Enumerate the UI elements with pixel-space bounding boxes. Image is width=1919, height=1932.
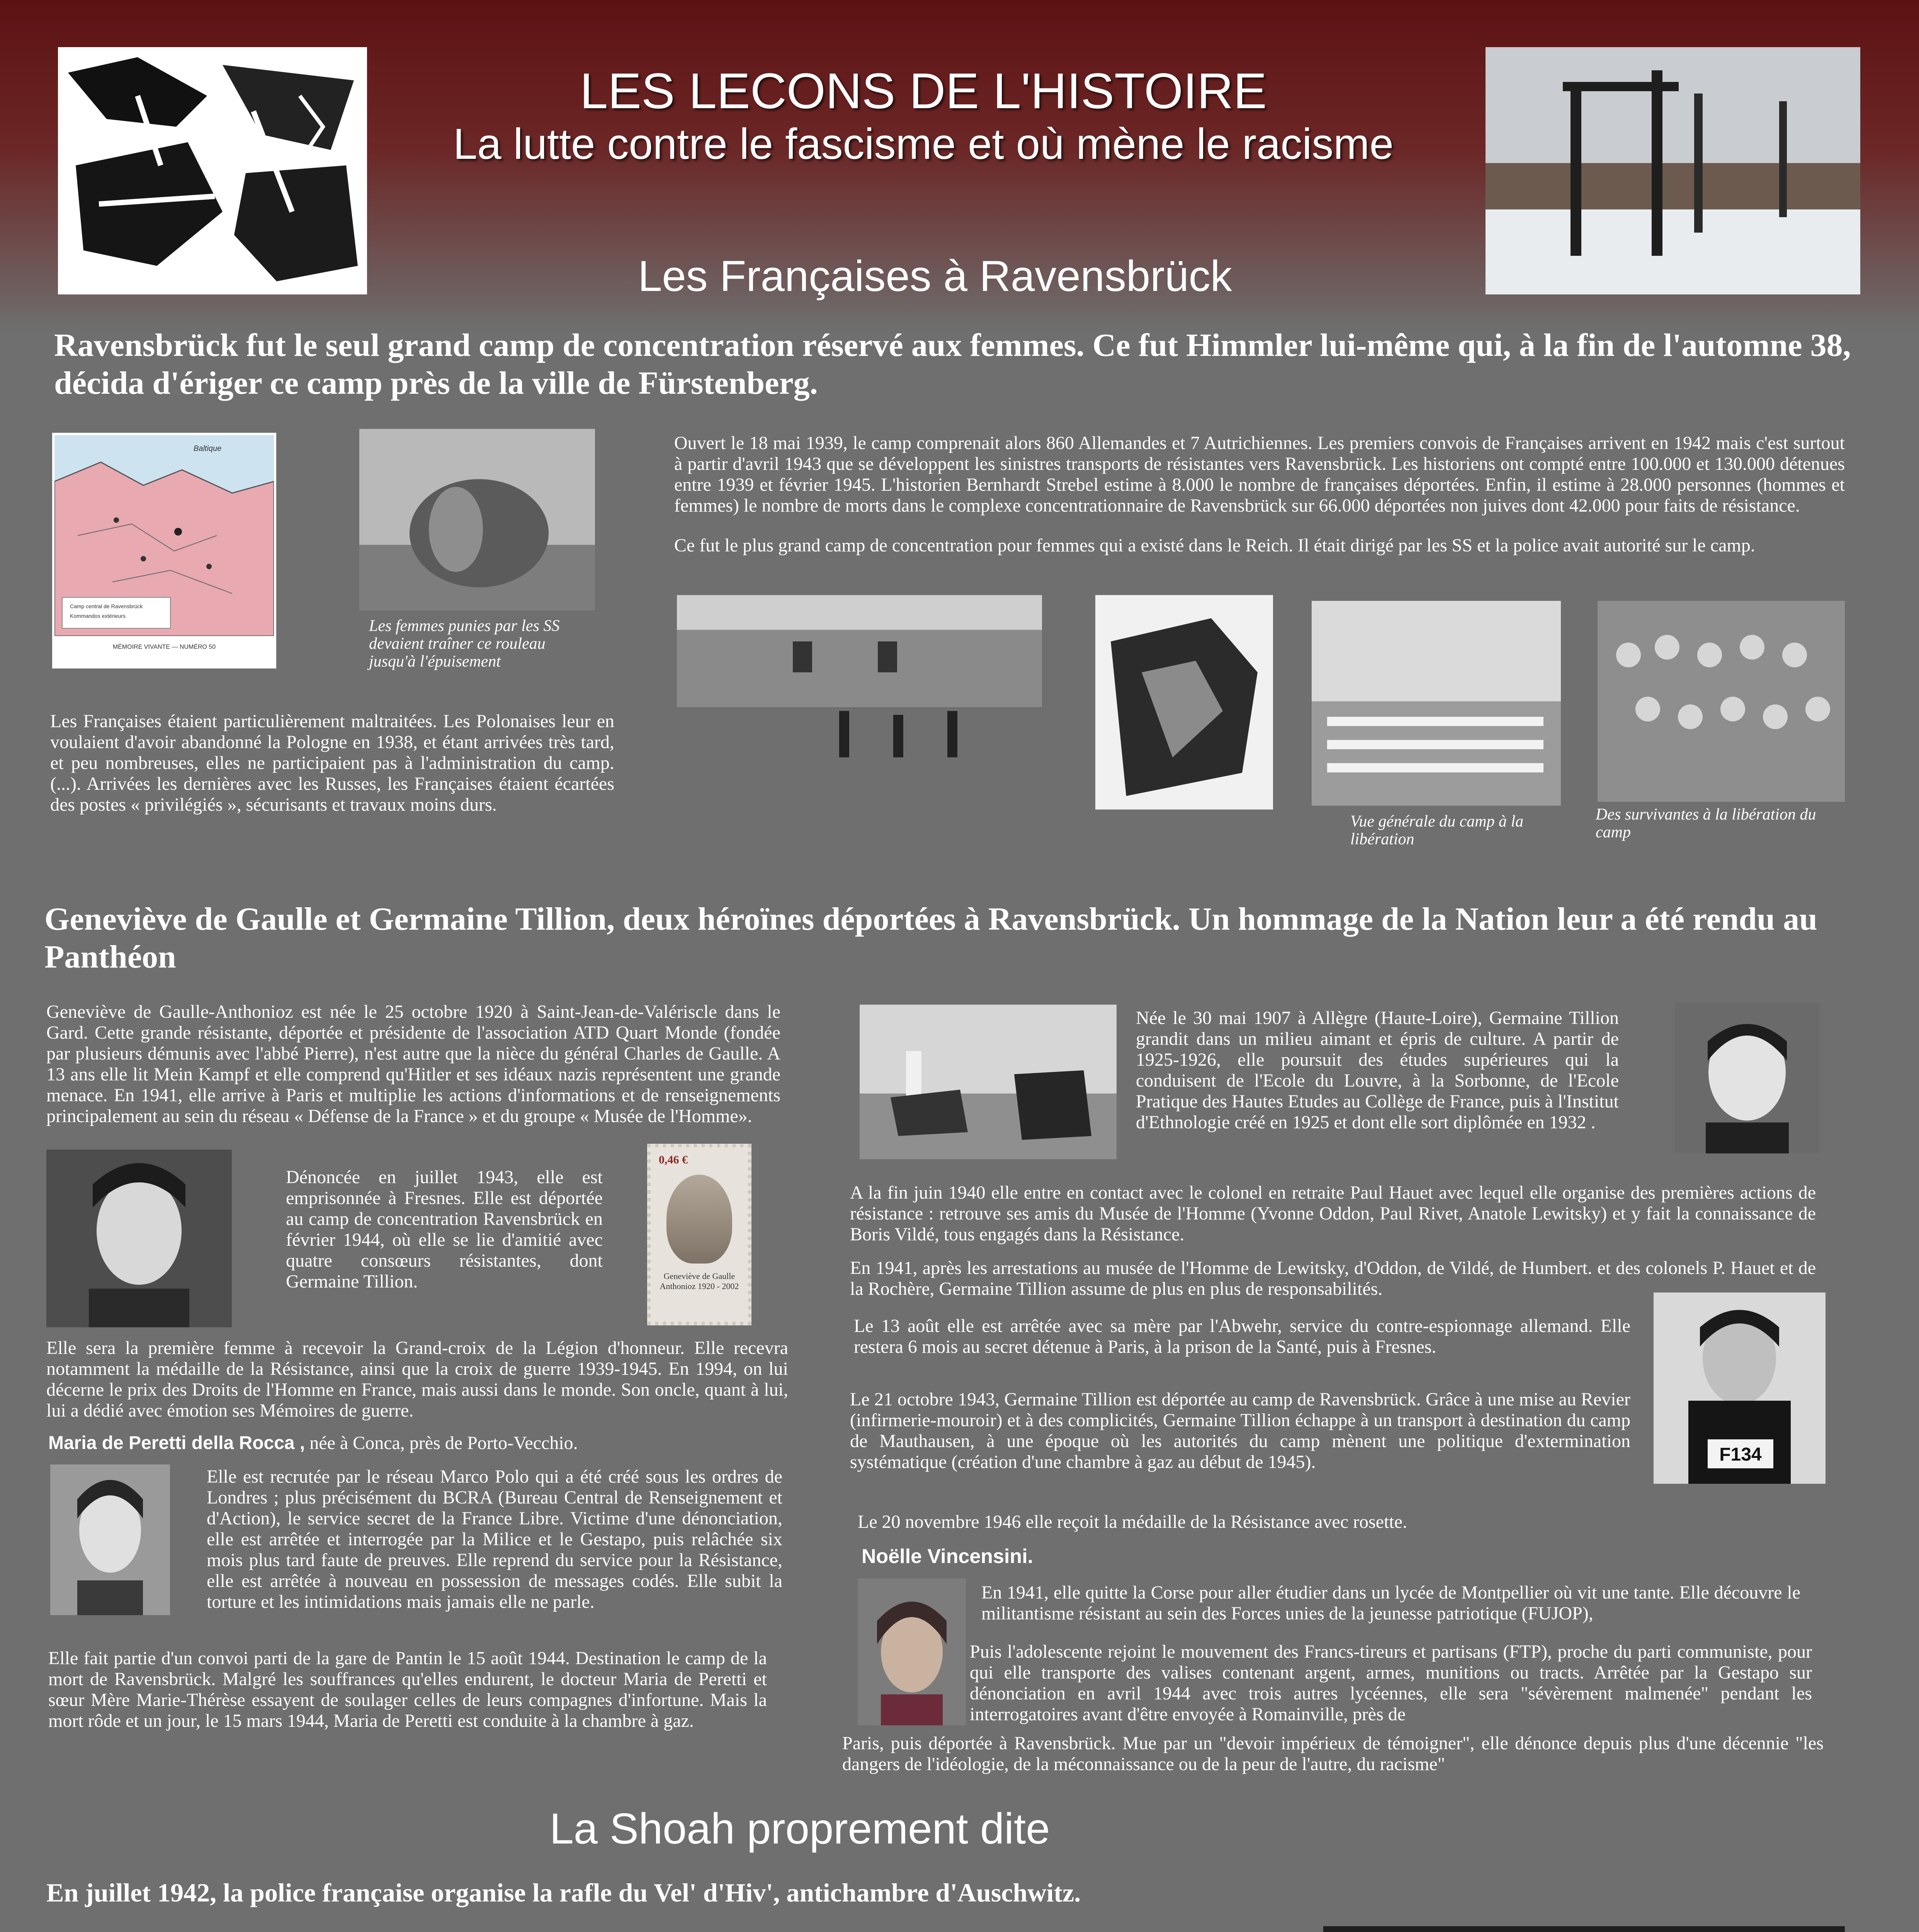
tillion-ethnology-photo <box>860 1005 1117 1159</box>
camp-general-view-photo <box>1312 601 1561 806</box>
workers-drawing <box>677 595 1042 813</box>
woodcut-drawing <box>60 49 365 292</box>
vincensini-testimony-text: Paris, puis déportée à Ravensbrück. Mue par un "devoir impérieux de témoigner", elle dénonce depuis plus d'une décennie "les dangers de l'idéologie, de la méconnaissance ou de la peur de l'autre, du racisme" <box>842 1733 1824 1774</box>
peretti-portrait-drawing <box>50 1464 170 1615</box>
gdg-portrait-drawing <box>46 1150 232 1327</box>
tillion-field-drawing <box>860 1005 1117 1159</box>
roller-drawing <box>359 429 595 611</box>
ravensbruck-map <box>52 433 276 668</box>
gdg-arrest-text: Dénoncée en juillet 1943, elle est emprisonnée à Fresnes. Elle est déportée au camp de concentration Ravensbrück en février 1944, où elle se lie d'amitié avec quatre consœurs résistantes, dont Germaine Tillion. <box>286 1167 603 1292</box>
stamp-value: 0,46 € <box>659 1153 688 1166</box>
tillion-portrait-drawing <box>1675 1003 1820 1153</box>
section-title-ravensbruck: Les Françaises à Ravensbrück <box>638 252 1232 300</box>
maria-peretti-portrait <box>50 1464 170 1615</box>
prisoners-drawing <box>1095 595 1273 810</box>
french-prisoners-text: Les Françaises étaient particulièrement maltraitées. Les Polonaises leur en voulaient d'avoir abandonné la Pologne en 1938, et étant arrivées très tard, et peu nombreuses, elles ne participaient pas à l'administration du camp. (...). Arrivées les dernières avec les Russes, les Françaises étaient écartées des postes « privilégiés », sécurisants et travaux moins durs. <box>50 711 614 815</box>
tillion-deportation-text: Le 21 octobre 1943, Germaine Tillion est déportée au camp de Ravensbrück. Grâce à une mise au Revier (infirmerie-mouroir) et à des complicités, Germaine Tillion échappe à un transport à destination du camp de Mauthausen, à une époque où les autorités du camp mènent une politique d'extermination systématique (création d'une chambre à gaz au début de 1945). <box>850 1389 1630 1472</box>
map-sea-label: Baltique <box>194 444 222 453</box>
stamp-portrait <box>666 1175 732 1264</box>
camp-gate-drawing <box>1486 47 1860 294</box>
poster-subtitle: La lutte contre le fascisme et où mène le racisme <box>453 120 1394 168</box>
genevieve-de-gaulle-portrait <box>46 1150 232 1327</box>
survivors-caption: Des survivantes à la libération du camp <box>1596 806 1816 841</box>
vincensini-studies-text: En 1941, elle quitte la Corse pour aller étudier dans un lycée de Montpellier où vit une tante. Elle découvre le militantisme résistant au sein des Forces unies de la jeunesse patriotique (FUJOP), <box>981 1582 1800 1624</box>
maria-peretti-text: Elle est recrutée par le réseau Marco Polo qui a été créé sous les ordres de Londres ; plus précisément du BCRA (Bureau Central de Renseignement et d'Action), le service secret de la France Libre. Victime d'une dénonciation, elle est arrêtée et interrogée par la Milice et le Gestapo, puis relâchée six mois plus tard faute de preuves. Elle reprend du service pour la Résistance, elle est arrêtée à nouveau en possession de messages codés. Elle subit la torture et les intimidations mais jamais elle ne parle. <box>207 1466 782 1612</box>
map-source: MÉMOIRE VIVANTE — NUMÉRO 50 <box>112 644 216 650</box>
ravensbruck-opening-text: Ouvert le 18 mai 1939, le camp comprenait alors 860 Allemandes et 7 Autrichiennes. Les premiers convois de Françaises arrivent en 1942 mais c'est surtout à partir d'avril 1943 que se développent les sinistres transports de résistantes vers Ravensbrück. Les historiens ont compté entre 100.000 et 130.000 détenues entre 1939 et février 1945. L'historien Bernhardt Strebel estime à 8.000 le nombre de françaises déportées. Enfin, il estime à 28.000 personnes (hommes et femmes) le nombre de morts dans le complexe concentrationnaire de Ravensbrück sur 66.000 déportées non juives dont 42.000 pour faits de résistance. <box>674 433 1845 516</box>
velhiv-stadium-drawing <box>1323 1926 1845 1932</box>
maria-peretti-name: Maria de Peretti della Rocca , <box>48 1433 305 1453</box>
heroines-title: Geneviève de Gaulle et Germaine Tillion, deux héroïnes déportées à Ravensbrück. Un hommage de la Nation leur a été rendu au Panthéon <box>44 901 1817 975</box>
poster-title: LES LECONS DE L'HISTOIRE <box>580 63 1267 119</box>
tillion-medal-text: Le 20 novembre 1946 elle reçoit la médaille de la Résistance avec rosette. <box>858 1512 1407 1532</box>
ravensbruck-lead: Ravensbrück fut le seul grand camp de concentration réservé aux femmes. Ce fut Himmler lui-même qui, à la fin de l'automne 38, décida d'ériger ce camp près de la ville de Fürstenberg. <box>54 327 1851 401</box>
tillion-bio-text: Née le 30 mai 1907 à Allègre (Haute-Loire), Germaine Tillion grandit dans un milieu aimant et épris de culture. A partir de 1925-1926, elle poursuit des études supérieures qui la conduisent de l'Ecole du Louvre, à la Sorbonne, de l'Ecole Pratique des Hautes Etudes au Collège de France, puis à l'Institut d'Ethnologie créé en 1925 et dont elle sort diplômée en 1932 . <box>1136 1008 1619 1133</box>
map-legend-1: Camp central de Ravensbrück <box>70 603 143 609</box>
noelle-vincensini-portrait <box>858 1578 966 1725</box>
survivors-drawing <box>1598 601 1845 802</box>
woodcut-illustration <box>58 47 367 294</box>
tillion-responsibilities-text: En 1941, après les arrestations au musée de l'Homme de Lewitsky, d'Oddon, de Vildé, de Humbert. et des colonels P. Hauet et de la Rochère, Germaine Tillion assume de plus en plus de responsabilités. <box>850 1258 1816 1299</box>
stamp-text: Geneviève de Gaulle Anthonioz 1920 - 2002 <box>659 1271 739 1291</box>
camp-gate-photo <box>1486 47 1860 294</box>
shoah-lead: En juillet 1942, la police française organise la rafle du Vel' d'Hiv', antichambre d'Auschwitz. <box>46 1878 1081 1907</box>
ravensbruck-largest-camp-text: Ce fut le plus grand camp de concentration pour femmes qui a existé dans le Reich. Il était dirigé par les SS et la police avait autorité sur le camp. <box>674 535 1755 556</box>
maria-peretti-heading <box>48 1432 782 1455</box>
vincensini-ftp-text: Puis l'adolescente rejoint le mouvement des Francs-tireurs et partisans (FTP), proche du parti communiste, pour qui elle transporte des valises contenant argent, armes, munitions ou tracts. Arrêtée par la Gestapo sur dénonciation en avril 1944 avec trois autres lycéennes, elle sera "sévèrement malmenée" pendant les interrogatoires avant d'être envoyée à Romainville, près de <box>970 1641 1812 1725</box>
survivors-photo <box>1598 601 1845 802</box>
roller-photo <box>359 429 595 611</box>
section-title-shoah: La Shoah proprement dite <box>549 1804 1050 1853</box>
noelle-vincensini-name: Noëlle Vincensini. <box>862 1545 1033 1568</box>
velhiv-stadium-photo <box>1323 1926 1845 1932</box>
prisoners-drawing-photo <box>1095 595 1273 810</box>
map-legend-2: Kommandos extérieurs <box>70 613 126 619</box>
germaine-tillion-portrait <box>1675 1003 1820 1153</box>
roller-caption: Les femmes punies par les SS devaient traîner ce rouleau jusqu'à l'épuisement <box>369 617 560 670</box>
general-view-caption: Vue générale du camp à la libération <box>1350 813 1524 848</box>
maria-peretti-born: née à Conca, près de Porto-Vecchio. <box>305 1433 578 1453</box>
gdg-honours-text: Elle sera la première femme à recevoir la Grand-croix de la Légion d'honneur. Elle recevra notamment la médaille de la Résistance, ainsi que la croix de guerre 1939-1945. En 1994, on lui décerne le prix des Droits de l'Homme en France, mais aussi dans le monde. Son oncle, quant à lui, lui a dédié avec émotion ses Mémoires de guerre. <box>46 1338 788 1421</box>
gdg-bio-text: Geneviève de Gaulle-Anthonioz est née le 25 octobre 1920 à Saint-Jean-de-Valériscle dans le Gard. Cette grande résistante, déportée et présidente de l'association ATD Quart Monde (fondée par plusieurs démunis avec l'abbé Pierre), n'est autre que la nièce du général Charles de Gaulle. A 13 ans elle lit Mein Kampf et elle comprend qu'Hitler et ses idéaux nazis représentent une grande menace. En 1941, elle arrive à Paris et multiplie les actions d'informations et de renseignements principalement au sein du réseau « Défense de la France » et du groupe « Musée de l'Homme». <box>46 1002 780 1126</box>
prisoner-number: F134 <box>1719 1444 1762 1465</box>
gdg-stamp <box>647 1144 751 1325</box>
tillion-resistance-text: A la fin juin 1940 elle entre en contact avec le colonel en retraite Paul Hauet avec lequel elle organise des premières actions de résistance : retrouve ses amis du Musée de l'Homme (Yvonne Oddon, Paul Rivet, Anatole Lewitsky) et y fait la connaissance de Boris Vildé, tous engagés dans la Résistance. <box>850 1182 1816 1245</box>
vincensini-portrait-drawing <box>858 1578 966 1725</box>
general-view-drawing <box>1312 601 1561 806</box>
tillion-prisoner-photo <box>1654 1293 1826 1484</box>
camp-workers-photo <box>677 595 1042 813</box>
maria-peretti-death-text: Elle fait partie d'un convoi parti de la gare de Pantin le 15 août 1944. Destination le camp de la mort de Ravensbrück. Malgré les souffrances qu'elles endurent, le docteur Maria de Peretti et sœur Mère Marie-Thérèse essayent de soulager celles de leurs compagnes d'infortune. Mais la mort rôde et un jour, le 15 mars 1944, Maria de Peretti est conduite à la chambre à gaz. <box>48 1648 767 1731</box>
tillion-arrest-text: Le 13 août elle est arrêtée avec sa mère par l'Abwehr, service du contre-espionnage allemand. Elle restera 6 mois au secret détenue à Paris, à la prison de la Santé, puis à Fresnes. <box>854 1316 1630 1357</box>
